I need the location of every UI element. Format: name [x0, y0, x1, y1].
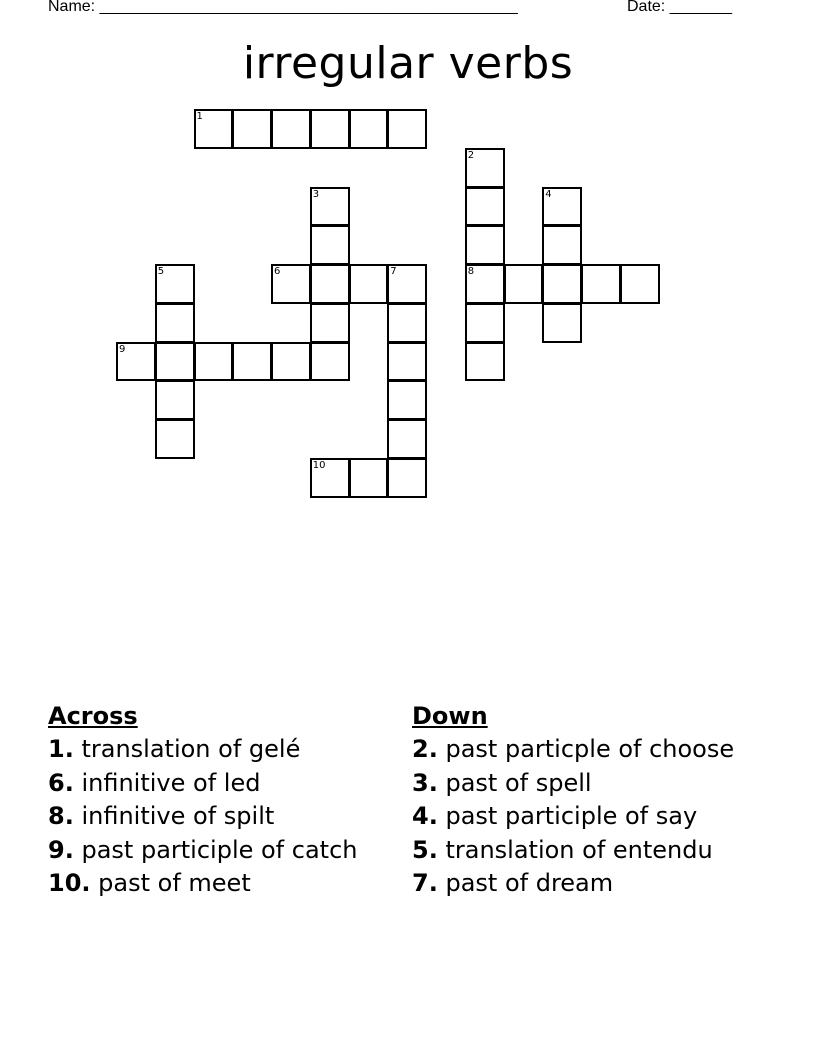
clue-down-3	[412, 769, 752, 797]
crossword-cell[interactable]	[620, 264, 660, 304]
crossword-cell[interactable]	[542, 264, 582, 304]
down-heading: Down	[412, 702, 488, 730]
crossword-cell[interactable]	[465, 225, 505, 265]
crossword-cell[interactable]	[542, 187, 582, 227]
clue-down-5	[412, 836, 752, 864]
clue-number: 7.	[412, 869, 438, 897]
clue-text: infinitive of spilt	[81, 802, 275, 830]
cell-number: 4	[545, 188, 552, 200]
name-field-label: Name: _______________________________________________	[48, 0, 518, 15]
crossword-cell[interactable]	[465, 342, 505, 382]
crossword-cell[interactable]	[465, 264, 505, 304]
clue-down-2	[412, 735, 752, 763]
crossword-cell[interactable]	[387, 458, 427, 498]
cell-number: 1	[196, 111, 203, 122]
crossword-cell[interactable]	[465, 148, 505, 188]
clue-text: past of dream	[445, 869, 614, 897]
crossword-cell[interactable]	[232, 342, 272, 382]
crossword-cell[interactable]	[387, 380, 427, 420]
clue-across-8	[48, 802, 358, 830]
crossword-cell[interactable]	[387, 303, 427, 343]
clue-number: 1.	[48, 735, 74, 763]
cell-number: 5	[157, 266, 165, 277]
crossword-cell[interactable]	[349, 458, 389, 498]
clue-across-9	[48, 836, 358, 864]
crossword-cell[interactable]	[387, 264, 427, 304]
cell-number: 7	[390, 266, 397, 277]
crossword-cell[interactable]	[155, 380, 195, 420]
across-clues	[48, 702, 358, 903]
down-clues	[412, 702, 752, 903]
clue-across-10	[48, 869, 358, 897]
date-field-label: Date: _______	[627, 0, 732, 15]
clue-number: 2.	[412, 735, 438, 763]
crossword-cell[interactable]	[310, 225, 350, 265]
crossword-grid	[117, 110, 661, 500]
crossword-cell[interactable]	[310, 187, 350, 227]
clue-text: past participle of catch	[81, 835, 358, 864]
crossword-cell[interactable]	[116, 342, 156, 382]
crossword-cell[interactable]	[310, 342, 350, 382]
clue-across-1	[48, 735, 358, 763]
crossword-cell[interactable]	[310, 458, 350, 498]
page-title: irregular verbs	[242, 38, 574, 89]
crossword-cell[interactable]	[349, 264, 389, 304]
cell-number: 8	[467, 266, 475, 277]
clue-number: 5.	[412, 835, 438, 864]
clue-down-4	[412, 802, 752, 830]
across-heading: Across	[48, 702, 138, 730]
cell-number: 6	[274, 266, 281, 277]
clue-text: infinitive of led	[81, 768, 261, 797]
crossword-cell[interactable]	[155, 264, 195, 304]
clue-across-6	[48, 769, 358, 797]
cell-number: 2	[467, 149, 475, 161]
crossword-cell[interactable]	[155, 419, 195, 459]
crossword-cell[interactable]	[465, 303, 505, 343]
clue-number: 10.	[48, 869, 91, 897]
crossword-cell[interactable]	[310, 109, 350, 149]
crossword-cell[interactable]	[542, 303, 582, 343]
clue-down-7	[412, 869, 752, 897]
crossword-cell[interactable]	[155, 303, 195, 343]
crossword-cell[interactable]	[232, 109, 272, 149]
clue-number: 8.	[48, 802, 74, 830]
crossword-cell[interactable]	[581, 264, 621, 304]
cell-number: 3	[312, 188, 320, 200]
crossword-cell[interactable]	[271, 342, 311, 382]
clue-number: 9.	[48, 835, 74, 864]
clue-number: 6.	[48, 768, 74, 797]
cell-number: 10	[312, 459, 326, 471]
crossword-cell[interactable]	[155, 342, 195, 382]
cell-number: 9	[119, 343, 126, 355]
clue-text: past particple of choose	[445, 735, 735, 763]
crossword-cell[interactable]	[194, 342, 234, 382]
crossword-cell[interactable]	[387, 342, 427, 382]
clue-text: translation of gelé	[81, 735, 301, 763]
crossword-cell[interactable]	[271, 109, 311, 149]
crossword-cell[interactable]	[387, 109, 427, 149]
crossword-cell[interactable]	[349, 109, 389, 149]
crossword-cell[interactable]	[387, 419, 427, 459]
crossword-cell[interactable]	[504, 264, 544, 304]
clue-text: past of meet	[98, 869, 251, 897]
clue-text: past participle of say	[445, 802, 698, 830]
clue-text: translation of entendu	[445, 835, 713, 864]
crossword-cell[interactable]	[194, 109, 234, 149]
crossword-cell[interactable]	[310, 264, 350, 304]
clue-number: 4.	[412, 802, 438, 830]
crossword-cell[interactable]	[310, 303, 350, 343]
crossword-cell[interactable]	[465, 187, 505, 227]
clue-number: 3.	[412, 768, 438, 797]
clue-text: past of spell	[445, 768, 592, 797]
crossword-cell[interactable]	[542, 225, 582, 265]
crossword-cell[interactable]	[271, 264, 311, 304]
